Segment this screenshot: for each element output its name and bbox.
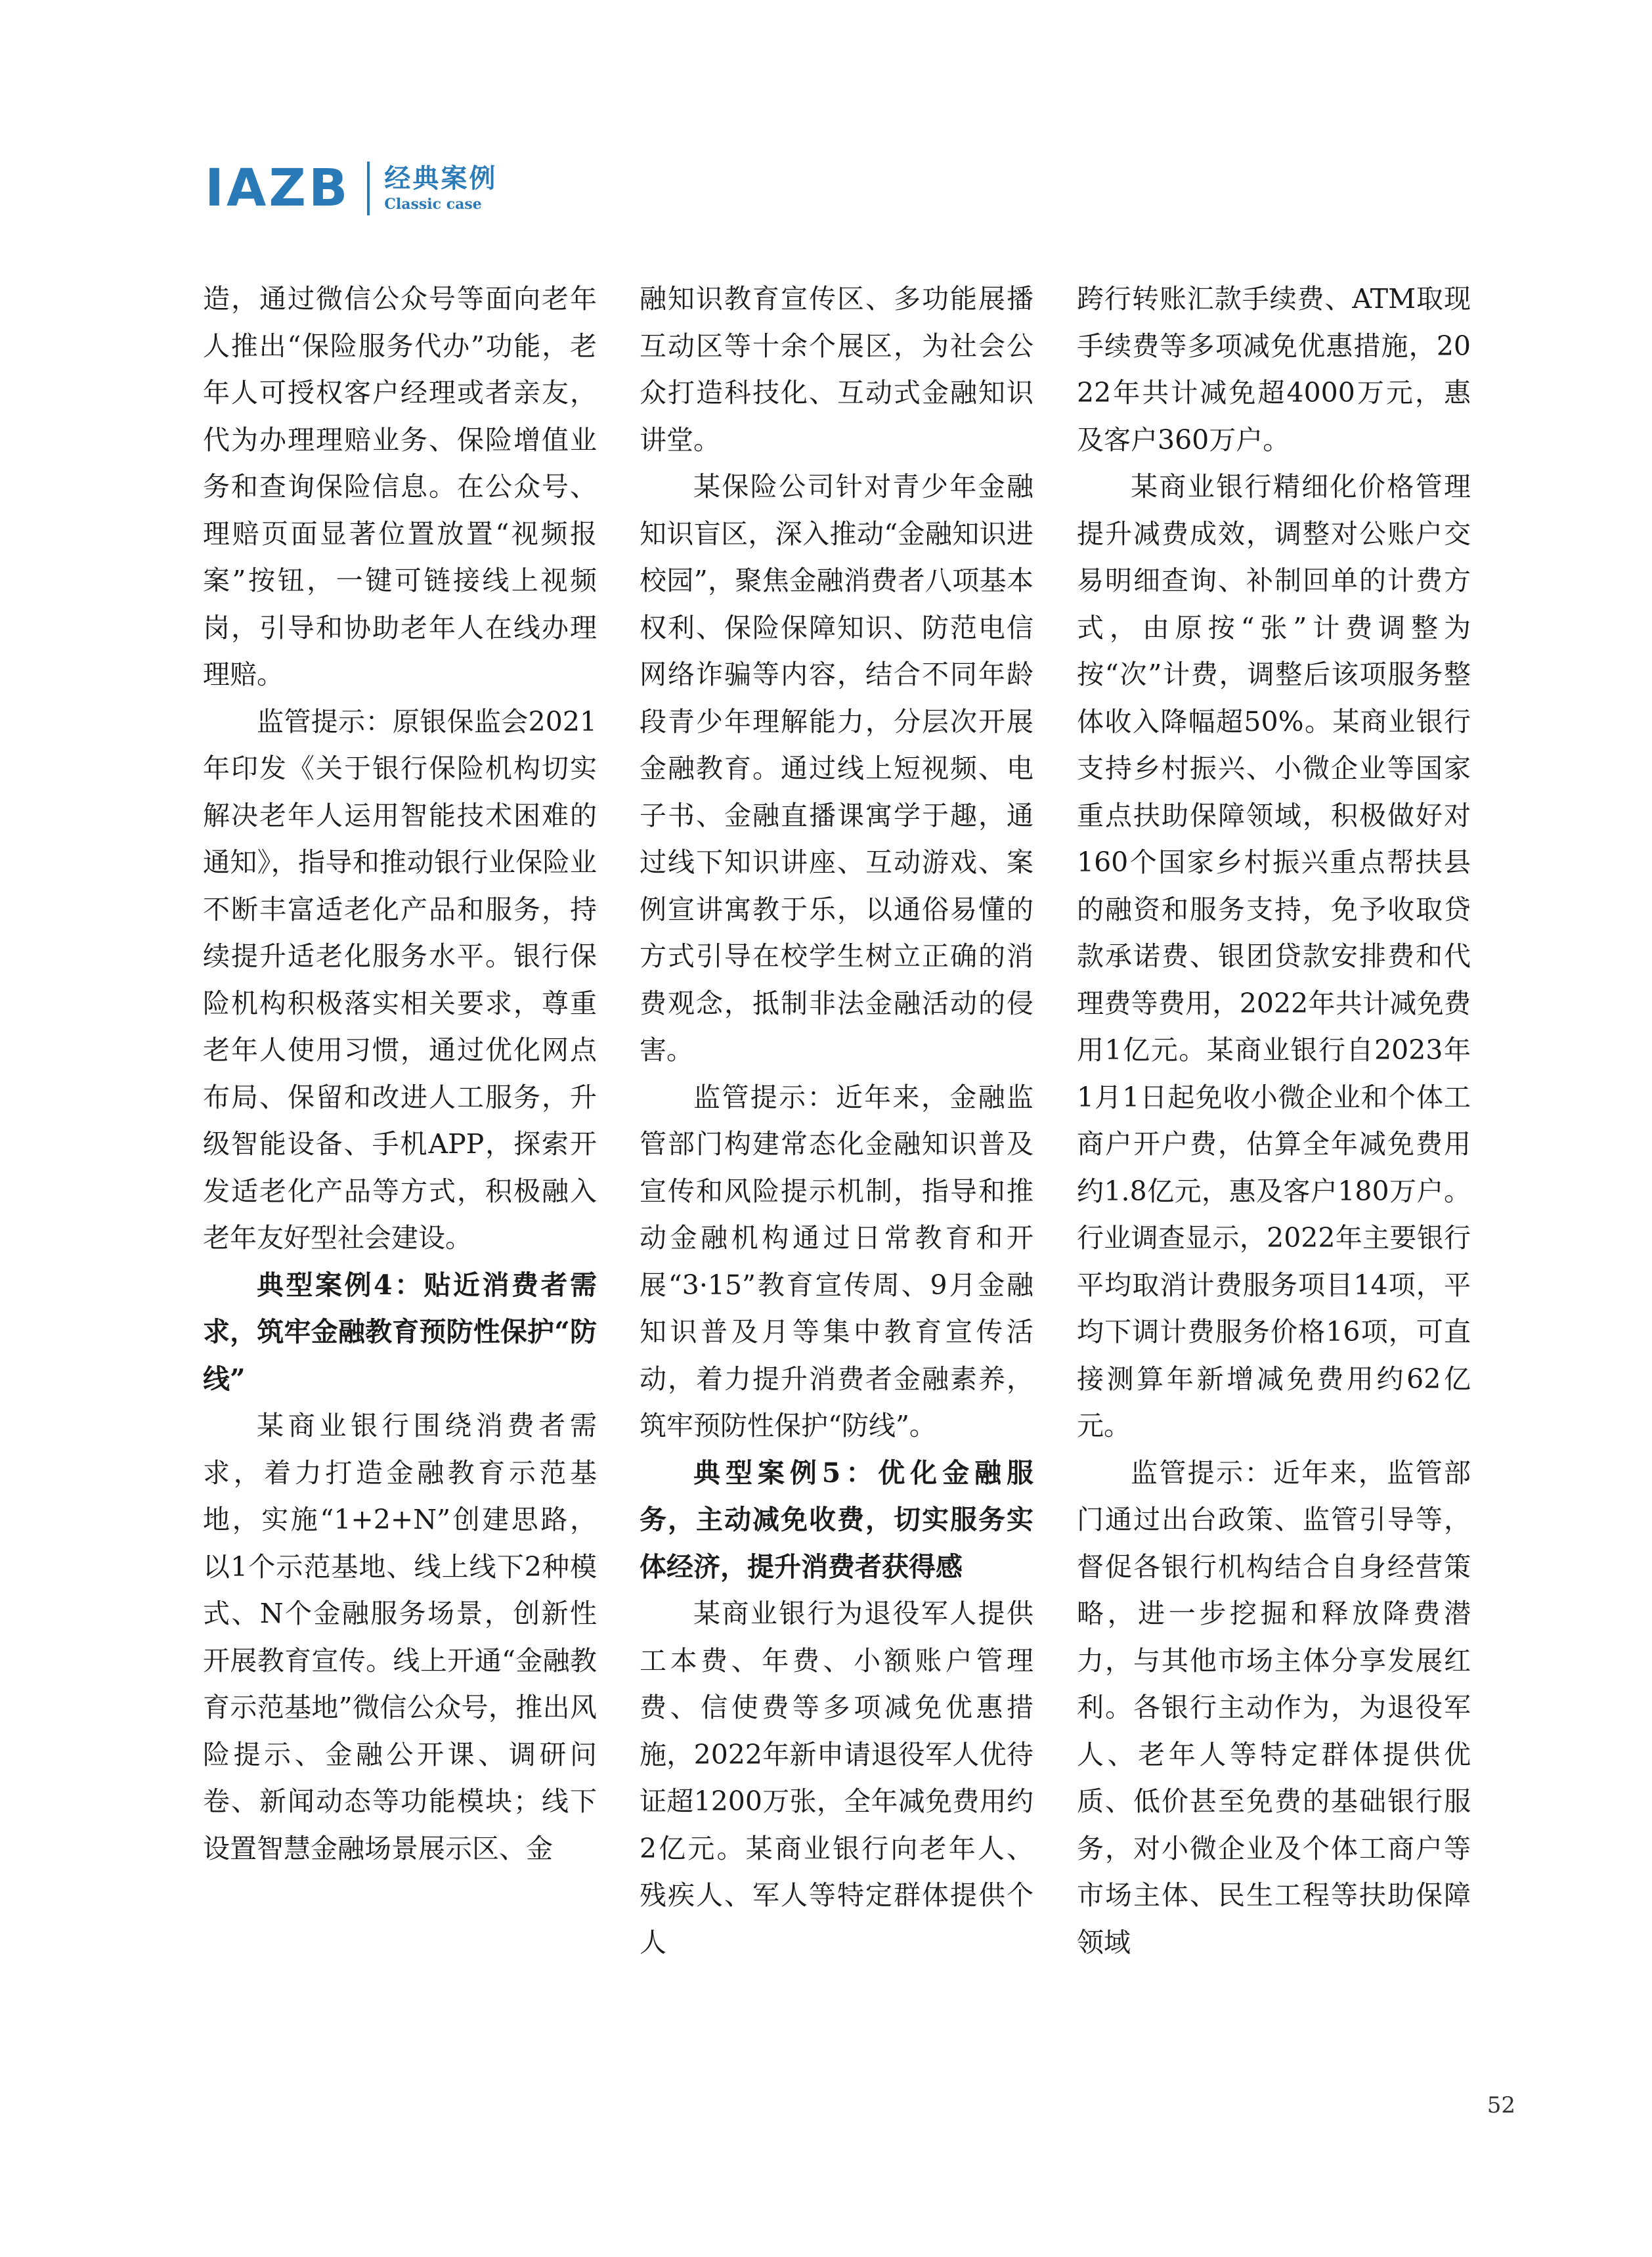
- case-heading: 典型案例5：优化金融服务，主动减免收费，切实服务实体经济，提升消费者获得感: [640, 1457, 1033, 1583]
- paragraph: 某商业银行围绕消费者需求，着力打造金融教育示范基地，实施“1+2+N”创建思路，以1个示范基地、线上线下2种模式、N个金融服务场景，创新性开展教育宣传。线上开通“金融教育示范基地”微信公众号，推出风险提示、金融公开课、调研问卷、新闻动态等功能模块；线下设置智慧金融场景展示区、金: [203, 1410, 597, 1864]
- paragraph: 跨行转账汇款手续费、ATM取现手续费等多项减免优惠措施，2022年共计减免超4000万元，惠及客户360万户。: [1077, 283, 1471, 456]
- paragraph: 某保险公司针对青少年金融知识盲区，深入推动“金融知识进校园”，聚焦金融消费者八项基本权利、保险保障知识、防范电信网络诈骗等内容，结合不同年龄段青少年理解能力，分层次开展金融教育。通过线上短视频、电子书、金融直播课寓学于趣，通过线下知识讲座、互动游戏、案例宣讲寓教于乐，以通俗易懂的方式引导在校学生树立正确的消费观念，抵制非法金融活动的侵害。: [640, 471, 1033, 1066]
- paragraph: 监管提示：近年来，金融监管部门构建常态化金融知识普及宣传和风险提示机制，指导和推动金融机构通过日常教育和开展“3·15”教育宣传周、9月金融知识普及月等集中教育宣传活动，着力提升消费者金融素养，筑牢预防性保护“防线”。: [640, 1081, 1033, 1441]
- header-divider: [367, 162, 370, 215]
- case-heading: 典型案例4：贴近消费者需求，筑牢金融教育预防性保护“防线”: [203, 1269, 597, 1395]
- section-title-en: Classic case: [384, 195, 482, 213]
- page-number: 52: [1487, 2092, 1515, 2118]
- section-label: [384, 164, 497, 213]
- paragraph: 某商业银行为退役军人提供工本费、年费、小额账户管理费、信使费等多项减免优惠措施，2022年新申请退役军人优待证超1200万张，全年减免费用约2亿元。某商业银行向老年人、残疾人、军人等特定群体提供个人: [640, 1598, 1033, 1958]
- section-title-cn: 经典案例: [384, 163, 498, 194]
- text-column-1: [203, 276, 597, 1872]
- paragraph: 监管提示：近年来，监管部门通过出台政策、监管引导等，督促各银行机构结合自身经营策略，进一步挖掘和释放降费潜力，与其他市场主体分享发展红利。各银行主动作为，为退役军人、老年人等特定群体提供优质、低价甚至免费的基础银行服务，对小微企业及个体工商户等市场主体、民生工程等扶助保障领域: [1077, 1457, 1471, 1958]
- paragraph: 造，通过微信公众号等面向老年人推出“保险服务代办”功能，老年人可授权客户经理或者亲友，代为办理理赔业务、保险增值业务和查询保险信息。在公众号、理赔页面显著位置放置“视频报案”按钮，一键可链接线上视频岗，引导和协助老年人在线办理理赔。: [203, 283, 597, 690]
- text-column-3: [1077, 276, 1471, 1966]
- paragraph: 某商业银行精细化价格管理提升减费成效，调整对公账户交易明细查询、补制回单的计费方式，由原按“张”计费调整为按“次”计费，调整后该项服务整体收入降幅超50%。某商业银行支持乡村振兴、小微企业等国家重点扶助保障领域，积极做好对160个国家乡村振兴重点帮扶县的融资和服务支持，免予收取贷款承诺费、银团贷款安排费和代理费等费用，2022年共计减免费用1亿元。某商业银行自2023年1月1日起免收小微企业和个体工商户开户费，估算全年减免费用约1.8亿元，惠及客户180万户。行业调查显示，2022年主要银行平均取消计费服务项目14项，平均下调计费服务价格16项，可直接测算年新增减免费用约62亿元。: [1077, 471, 1471, 1441]
- text-column-2: [640, 276, 1033, 1966]
- journal-logo: IAZB: [205, 159, 351, 218]
- paragraph: 监管提示：原银保监会2021年印发《关于银行保险机构切实解决老年人运用智能技术困难的通知》，指导和推动银行业保险业不断丰富适老化产品和服务，持续提升适老化服务水平。银行保险机构积极落实相关要求，尊重老年人使用习惯，通过优化网点布局、保留和改进人工服务，升级智能设备、手机APP，探索开发适老化产品等方式，积极融入老年友好型社会建设。: [203, 705, 597, 1254]
- page-header: [205, 152, 497, 225]
- paragraph: 融知识教育宣传区、多功能展播互动区等十余个展区，为社会公众打造科技化、互动式金融知识讲堂。: [640, 283, 1033, 456]
